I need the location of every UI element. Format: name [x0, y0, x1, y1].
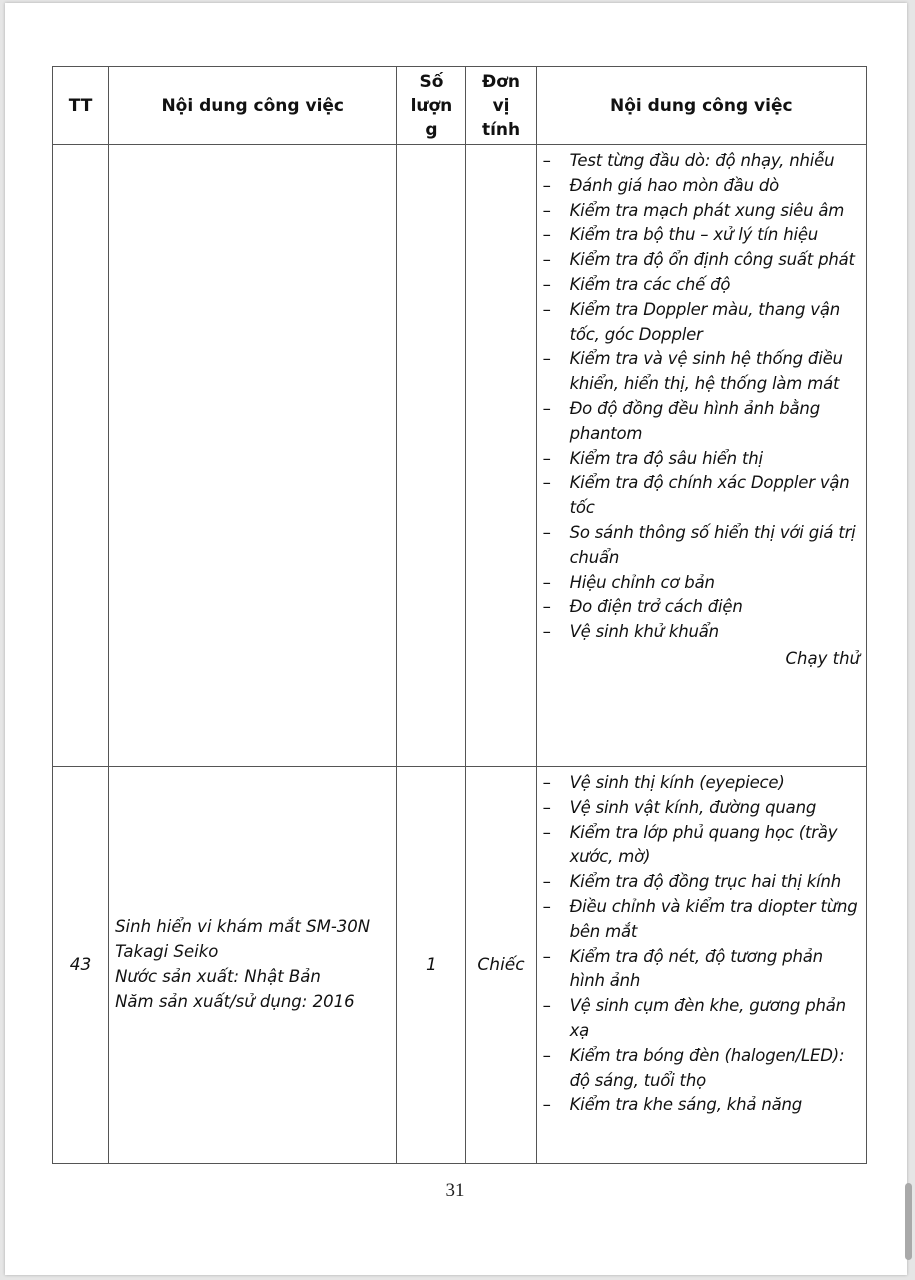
task-text: Đo độ đồng đều hình ảnh bằng phantom	[569, 398, 820, 443]
task-item	[537, 447, 860, 472]
task-item	[537, 620, 860, 645]
dash-bullet-icon: –	[542, 946, 551, 966]
device-year-line: Năm sản xuất/sử dụng: 2016	[115, 991, 355, 1011]
task-text: Đánh giá hao mòn đầu dò	[569, 175, 780, 195]
task-text: Kiểm tra Doppler màu, thang vận tốc, góc Doppler	[569, 299, 841, 344]
dash-bullet-icon: –	[542, 225, 551, 245]
dash-bullet-icon: –	[542, 797, 551, 817]
task-text: Kiểm tra độ chính xác Doppler vận tốc	[569, 473, 850, 518]
task-item	[537, 1044, 860, 1094]
task-text: Vệ sinh khử khuẩn	[569, 622, 719, 642]
dash-bullet-icon: –	[542, 175, 551, 195]
task-text: Kiểm tra độ đồng trục hai thị kính	[569, 872, 842, 892]
header-unit	[466, 67, 536, 145]
task-text: Kiểm tra lớp phủ quang học (trầy xước, mờ)	[569, 822, 838, 867]
task-text: Điều chỉnh và kiểm tra diopter từng bên mắt	[569, 896, 858, 941]
task-item	[537, 994, 860, 1044]
task-text: Đo điện trở cách điện	[569, 597, 743, 617]
task-text: So sánh thông số hiển thị với giá trị chuẩn	[569, 522, 856, 567]
task-text: Hiệu chỉnh cơ bản	[569, 572, 715, 592]
header-quantity	[397, 67, 466, 145]
dash-bullet-icon: –	[542, 398, 551, 418]
task-item	[537, 347, 860, 397]
work-content-table	[52, 66, 867, 1164]
table-row	[53, 145, 867, 767]
header-tt: TT	[53, 67, 109, 145]
cell-tt: 43	[53, 767, 109, 1164]
task-text: Kiểm tra độ nét, độ tương phản hình ảnh	[569, 946, 823, 991]
scrollbar-thumb[interactable]	[905, 1183, 912, 1260]
task-list	[537, 767, 866, 1120]
dash-bullet-icon: –	[542, 250, 551, 270]
task-text: Kiểm tra khe sáng, khả năng	[569, 1095, 803, 1115]
cell-unit: Chiếc	[466, 767, 536, 1164]
dash-bullet-icon: –	[542, 448, 551, 468]
cell-content	[109, 145, 397, 767]
dash-bullet-icon: –	[542, 349, 551, 369]
task-item	[537, 521, 860, 571]
device-country-line: Nước sản xuất: Nhật Bản	[115, 967, 321, 986]
task-text: Test từng đầu dò: độ nhạy, nhiễu	[569, 151, 835, 170]
header-unit-line: Đơn	[482, 71, 521, 92]
task-text: Kiểm tra độ ổn định công suất phát	[569, 250, 855, 270]
table-header-row	[53, 67, 867, 145]
dash-bullet-icon: –	[542, 522, 551, 542]
dash-bullet-icon: –	[542, 1095, 551, 1115]
task-list	[537, 145, 866, 647]
header-quantity-line: lượn	[410, 95, 453, 116]
task-text: Vệ sinh cụm đèn khe, gương phản xạ	[569, 996, 846, 1040]
cell-quantity: 1	[397, 767, 466, 1164]
task-item	[537, 796, 860, 821]
task-item	[537, 248, 860, 273]
dash-bullet-icon: –	[542, 200, 551, 220]
page-number: 31	[445, 1180, 465, 1201]
task-item	[537, 149, 860, 174]
task-item	[537, 471, 860, 521]
task-text: Kiểm tra mạch phát xung siêu âm	[569, 200, 845, 220]
dash-bullet-icon: –	[542, 151, 551, 170]
cell-tasks	[536, 767, 866, 1164]
task-item	[537, 174, 860, 199]
dash-bullet-icon: –	[542, 473, 551, 493]
dash-bullet-icon: –	[542, 572, 551, 592]
cell-unit	[466, 145, 536, 767]
dash-bullet-icon: –	[542, 872, 551, 892]
task-text: Kiểm tra các chế độ	[569, 274, 731, 294]
cell-quantity	[397, 145, 466, 767]
device-manufacturer-line: Takagi Seiko	[115, 942, 219, 962]
task-item	[537, 273, 860, 298]
task-item	[537, 945, 860, 995]
header-tasks: Nội dung công việc	[536, 67, 866, 145]
task-item	[537, 223, 860, 248]
task-text: Vệ sinh vật kính, đường quang	[569, 797, 817, 817]
cell-content	[109, 767, 397, 1164]
header-quantity-line: g	[425, 119, 438, 140]
task-trailing-text: Chạy thử	[785, 648, 860, 668]
task-item	[537, 870, 860, 895]
header-unit-line: vị	[492, 95, 510, 116]
dash-bullet-icon: –	[542, 996, 551, 1016]
task-item	[537, 771, 860, 796]
cell-tasks	[536, 145, 866, 767]
task-text: Vệ sinh thị kính (eyepiece)	[569, 773, 785, 792]
dash-bullet-icon: –	[542, 1045, 551, 1065]
table-row	[53, 767, 867, 1164]
task-text: Kiểm tra bộ thu – xử lý tín hiệu	[569, 225, 819, 245]
task-item	[537, 199, 860, 224]
header-unit-line: tính	[481, 119, 521, 140]
device-description	[109, 915, 396, 1014]
task-text: Kiểm tra và vệ sinh hệ thống điều khiển, hiển thị, hệ thống làm mát	[569, 349, 843, 394]
cell-tt	[53, 145, 109, 767]
dash-bullet-icon: –	[542, 622, 551, 642]
task-item	[537, 397, 860, 447]
header-content: Nội dung công việc	[109, 67, 397, 145]
task-item	[537, 298, 860, 348]
task-item	[537, 571, 860, 596]
task-item	[537, 821, 860, 871]
task-item	[537, 895, 860, 945]
header-quantity-line: Số	[419, 71, 444, 92]
dash-bullet-icon: –	[542, 299, 551, 319]
dash-bullet-icon: –	[542, 773, 551, 792]
task-item	[537, 595, 860, 620]
document-page	[5, 3, 907, 1275]
dash-bullet-icon: –	[542, 274, 551, 294]
task-item	[537, 1093, 860, 1118]
dash-bullet-icon: –	[542, 896, 551, 916]
dash-bullet-icon: –	[542, 597, 551, 617]
task-text: Kiểm tra bóng đèn (halogen/LED): độ sáng, tuổi thọ	[569, 1045, 845, 1090]
dash-bullet-icon: –	[542, 822, 551, 842]
task-text: Kiểm tra độ sâu hiển thị	[569, 448, 763, 468]
device-name-line: Sinh hiển vi khám mắt SM-30N	[115, 917, 371, 937]
